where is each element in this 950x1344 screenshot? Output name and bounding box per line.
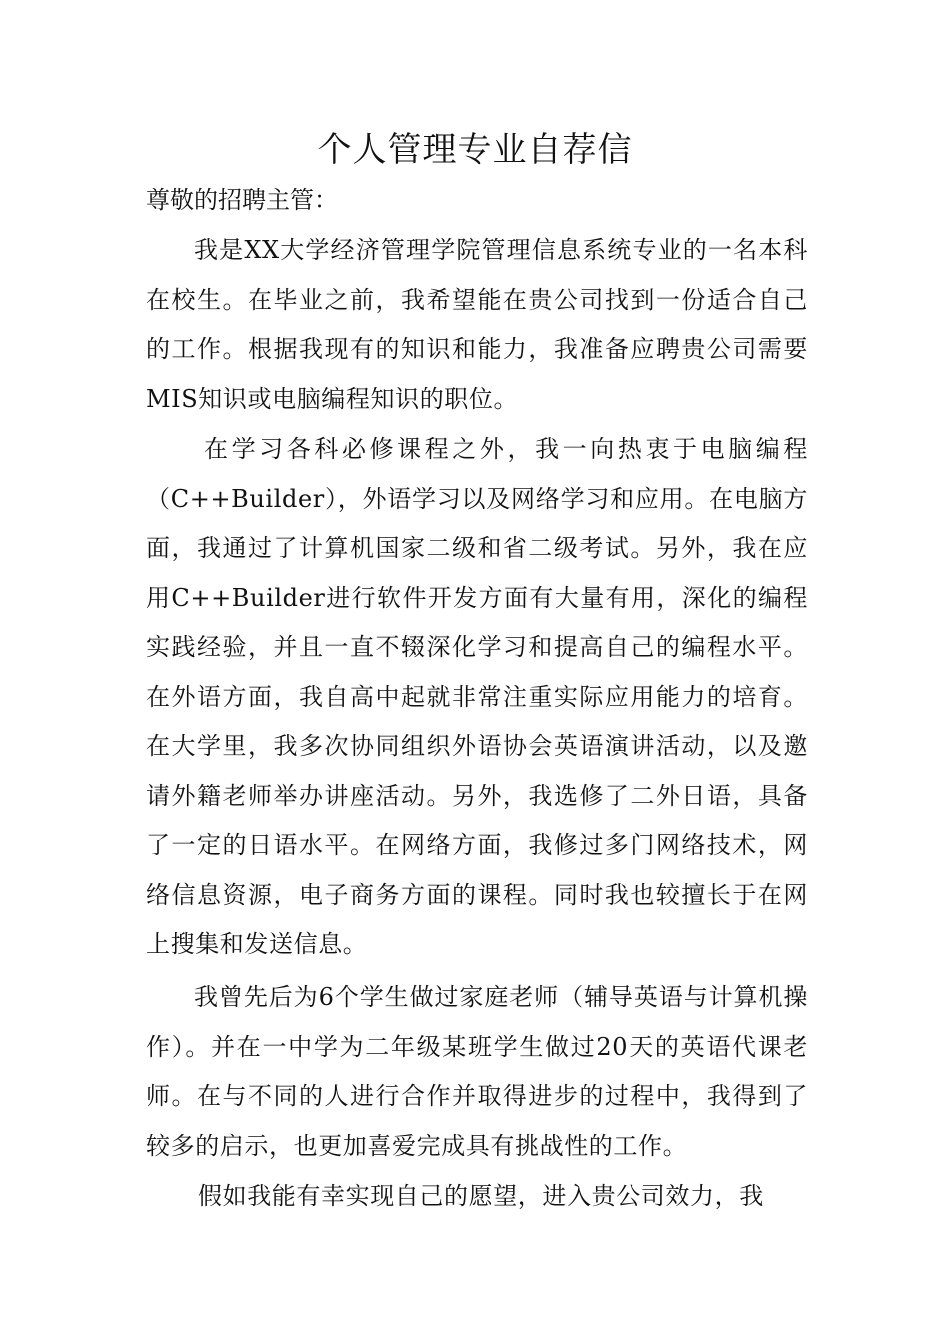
body-paragraph: 我是XX大学经济管理学院管理信息系统专业的一名本科在校生。在毕业之前，我希望能在贵公司找到一份适合自己的工作。根据我现有的知识和能力，我准备应聘贵公司需要MIS知识或电脑编程知识的职位。: [146, 236, 808, 413]
salutation: 尊敬的招聘主管：: [146, 186, 338, 214]
body-paragraph: 假如我能有幸实现自己的愿望，进入贵公司效力，我: [198, 1182, 764, 1210]
document-title: 个人管理专业自荐信: [317, 130, 633, 170]
body-paragraph: 在学习各科必修课程之外，我一向热衷于电脑编程（C++Builder），外语学习以及网络学习和应用。在电脑方面，我通过了计算机国家二级和省二级考试。另外，我在应用C++Builder进行软件开发方面有大量有用，深化的编程实践经验，并且一直不辍深化学习和提高自己的编程水平。在外语方面，我自高中起就非常注重实际应用能力的培育。在大学里，我多次协同组织外语协会英语演讲活动，以及邀请外籍老师举办讲座活动。另外，我选修了二外日语，具备了一定的日语水平。在网络方面，我修过多门网络技术，网络信息资源，电子商务方面的课程。同时我也较擅长于在网上搜集和发送信息。: [146, 435, 808, 958]
body-paragraph: 我曾先后为6个学生做过家庭老师（辅导英语与计算机操作）。并在一中学为二年级某班学生做过20天的英语代课老师。在与不同的人进行合作并取得进步的过程中，我得到了较多的启示，也更加喜爱完成具有挑战性的工作。: [146, 983, 808, 1160]
